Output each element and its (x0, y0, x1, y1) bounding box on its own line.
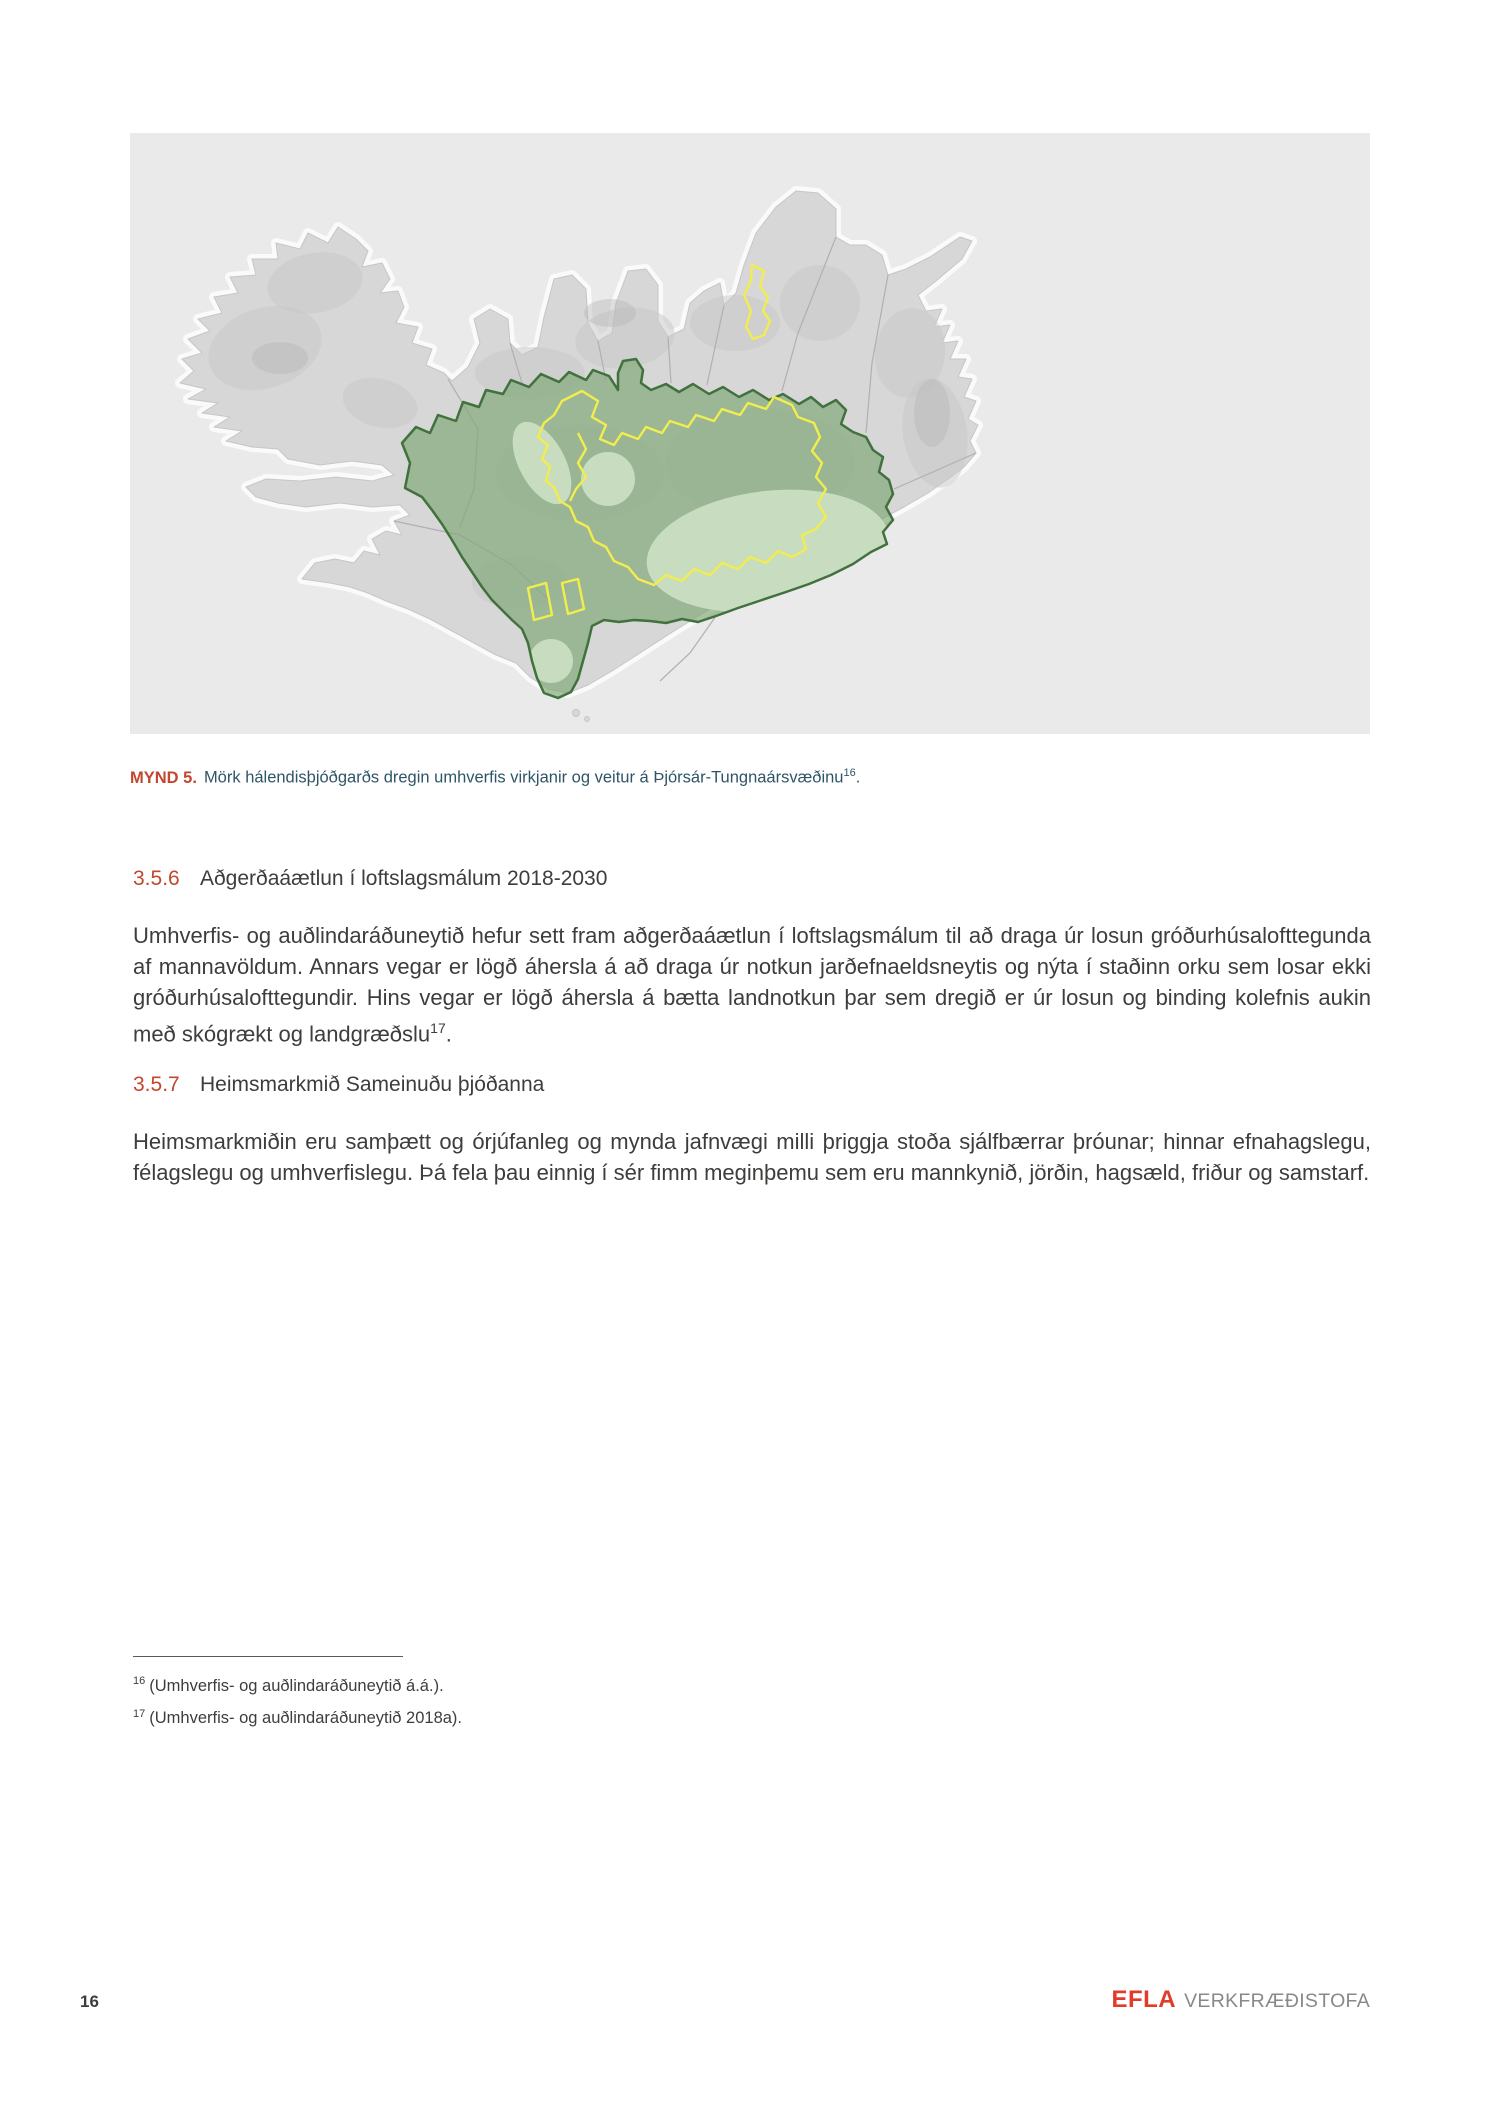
figure-caption-label: MYND 5. (130, 768, 197, 787)
footnote-text: (Umhverfis- og auðlindaráðuneytið 2018a). (149, 1709, 463, 1727)
section-number: 3.5.7 (133, 1073, 180, 1096)
figure-caption-text: Mörk hálendisþjóðgarðs dregin umhverfis virkjanir og veitur á Þjórsár-Tungnaársvæðinu (203, 768, 844, 787)
section-number: 3.5.6 (133, 867, 180, 890)
footnote-17 (133, 1700, 1371, 1733)
footnote-ref-17: 17 (430, 1020, 446, 1036)
footnote-separator (133, 1656, 403, 1657)
section-heading-3-5-6 (133, 866, 1371, 892)
brand-name: EFLA (1111, 1986, 1177, 2013)
footnote-text: (Umhverfis- og auðlindaráðuneytið á.á.). (149, 1676, 444, 1695)
brand-suffix: VERKFRÆÐISTOFA (1184, 1990, 1370, 2012)
paragraph-period: . (445, 1021, 452, 1047)
footnote-number: 16 (133, 1675, 146, 1687)
page-number: 16 (80, 1992, 99, 2011)
iceland-map-svg (130, 133, 1370, 734)
iceland-map (130, 133, 1370, 734)
section-title: Heimsmarkmið Sameinuðu þjóðanna (200, 1073, 545, 1096)
paragraph-text: Umhverfis- og auðlindaráðuneytið hefur sett fram aðgerðaáætlun í loftslagsmálum til að draga úr losun gróðurhúsalofttegunda af mannavöldum. Annars vegar er lögð áhersla á að draga úr notkun jarðefnaeldsneytis og nýta í staðinn orku sem losar ekki gróðurhúsalofttegundir. Hins vegar er lögð áhersla á bætta landnotkun þar sem dregið er úr losun og binding kolefnis aukin með skógrækt og landgræðslu (133, 923, 1371, 1047)
figure-caption-period: . (855, 768, 861, 787)
figure-caption-footnote-ref: 16 (843, 767, 856, 779)
paragraph-un-goals (133, 1126, 1371, 1188)
map-figure (130, 133, 1370, 789)
paragraph-climate-action (133, 920, 1371, 1049)
footnote-16 (133, 1667, 1371, 1700)
section-heading-3-5-7 (133, 1072, 1371, 1098)
company-logo (1111, 1986, 1370, 2014)
hofsjokull-glacier (581, 452, 635, 506)
section-title: Aðgerðaáætlun í loftslagsmálum 2018-2030 (200, 867, 608, 890)
westman-islet (585, 717, 590, 722)
paragraph-text: Heimsmarkmiðin eru samþætt og órjúfanleg og mynda jafnvægi milli þriggja stoða sjálfbærrar þróunar; hinnar efnahagslegu, félagslegu og umhverfislegu. Þá fela þau einnig í sér fimm meginþemu sem eru mannkynið, jörðin, hagsæld, friður og samstarf. (133, 1129, 1371, 1185)
footnotes-block (133, 1656, 1371, 1732)
figure-caption (130, 762, 1370, 789)
footnote-number: 17 (133, 1707, 146, 1720)
westman-islands (573, 710, 580, 717)
